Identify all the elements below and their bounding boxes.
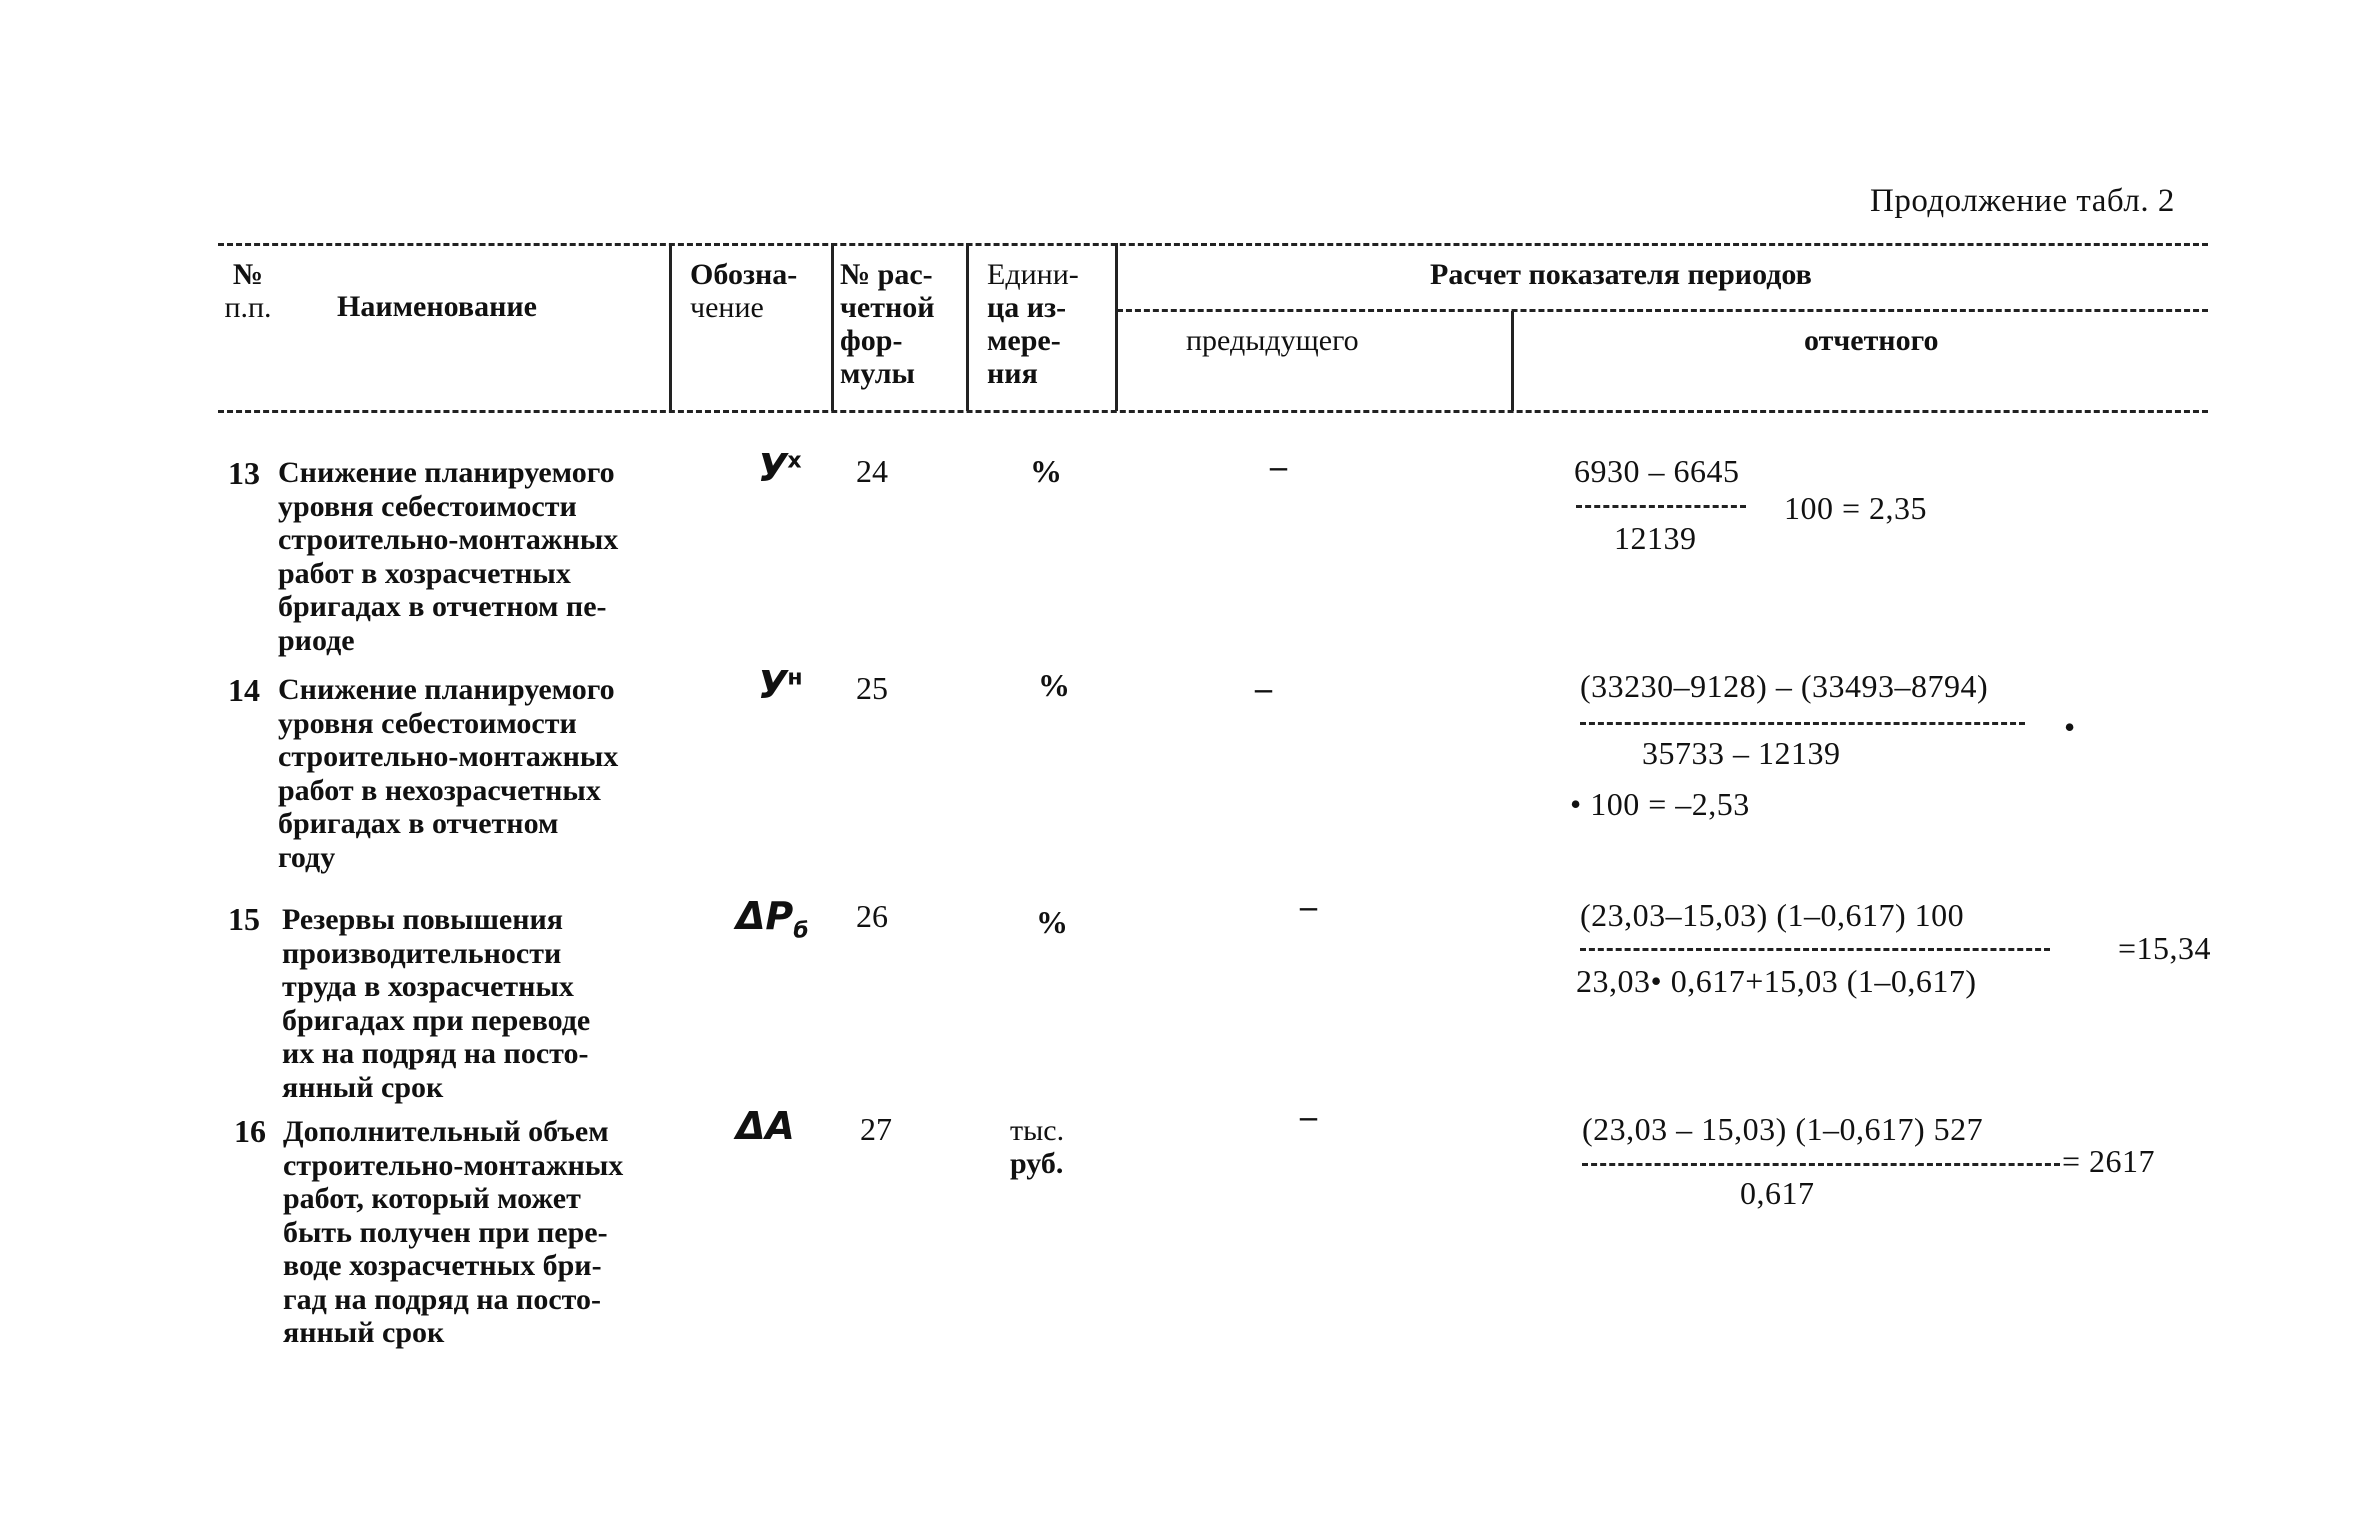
- row-14-previous: –: [1255, 670, 1272, 707]
- row-13-formula-number: 24: [856, 453, 888, 489]
- header-divider-3: [966, 243, 969, 411]
- row-14-description: [278, 673, 678, 874]
- row-16-previous: –: [1300, 1098, 1317, 1135]
- row-14-calc-denominator: 35733 – 12139: [1642, 735, 1841, 771]
- row-14-desc-line: уровня себестоимости: [278, 706, 577, 740]
- row-13-calc-numerator: 6930 – 6645: [1574, 453, 1740, 489]
- row-14-calc-multiply: •: [2064, 709, 2076, 745]
- header-designation-line2: чение: [690, 291, 764, 324]
- row-16-unit: [1010, 1114, 1064, 1180]
- row-16-desc-line: Дополнительный объем: [283, 1115, 609, 1148]
- row-14-calc-fraction-bar: [1580, 722, 2025, 725]
- row-15-description: [282, 903, 682, 1104]
- row-14-desc-line: работ в нехозрасчетных: [278, 773, 601, 807]
- row-15-symbol: [736, 894, 809, 944]
- row-16-unit-line2: руб.: [1010, 1147, 1064, 1180]
- row-14-calc-result: • 100 = –2,53: [1570, 786, 1750, 822]
- header-unit-line4: ния: [987, 357, 1038, 390]
- row-13-desc-line: риоде: [278, 623, 355, 657]
- row-15-calc-fraction-bar: [1580, 948, 2050, 951]
- row-16-desc-line: строительно-монтажных: [283, 1148, 624, 1182]
- header-unit-line3: мере-: [987, 324, 1061, 357]
- row-13-desc-line: Снижение планируемого: [278, 456, 615, 489]
- row-14-symbol: [758, 663, 803, 707]
- row-16-desc-line: быть получен при пере-: [283, 1215, 608, 1249]
- row-16-calc-fraction-bar: [1582, 1163, 2060, 1166]
- row-15-number: 15: [228, 901, 260, 937]
- row-15-desc-line: бригадах при переводе: [282, 1003, 591, 1037]
- row-15-desc-line: труда в хозрасчетных: [282, 970, 574, 1003]
- header-bottom-rule: [218, 410, 2208, 413]
- row-13-desc-line: строительно-монтажных: [278, 523, 619, 556]
- row-14-unit: %: [1038, 667, 1070, 703]
- row-13-calc-result: 100 = 2,35: [1784, 490, 1928, 526]
- header-divider-5: [1511, 311, 1514, 411]
- row-14-desc-line: бригадах в отчетном: [278, 807, 559, 840]
- row-16-symbol-base: ΔA: [736, 1104, 795, 1148]
- row-13-desc-line: уровня себестоимости: [278, 489, 577, 523]
- row-15-calc-numerator: (23,03–15,03) (1–0,617) 100: [1580, 897, 1965, 933]
- row-13-unit: %: [1030, 453, 1062, 489]
- row-13-desc-line: бригадах в отчетном пе-: [278, 590, 607, 623]
- row-15-previous: –: [1300, 888, 1317, 925]
- row-13-symbol-mark: х: [787, 448, 802, 474]
- row-16-desc-line: гад на подряд на посто-: [283, 1282, 601, 1316]
- row-16-description: [283, 1115, 683, 1350]
- header-calculation: Расчет показателя периодов: [1430, 258, 1812, 291]
- header-designation-line1: Обозна-: [690, 258, 798, 291]
- header-divider-2: [831, 243, 834, 411]
- row-15-symbol-mark: б: [793, 918, 809, 944]
- header-unit-line2: ца из-: [987, 291, 1067, 324]
- header-current-period: отчетного: [1804, 324, 1939, 357]
- row-16-number: 16: [234, 1113, 266, 1149]
- row-16-symbol: [736, 1104, 795, 1148]
- row-16-calc-denominator: 0,617: [1740, 1175, 1815, 1211]
- row-14-number: 14: [228, 672, 260, 708]
- row-16-desc-line: работ, который может: [283, 1182, 581, 1215]
- header-number: [218, 258, 278, 324]
- header-name: Наименование: [337, 290, 537, 323]
- row-16-desc-line: воде хозрасчетных бри-: [283, 1249, 602, 1282]
- row-14-formula-number: 25: [856, 670, 888, 706]
- row-14-desc-line: Снижение планируемого: [278, 673, 615, 706]
- header-number-line1: №: [232, 258, 264, 291]
- row-13-symbol: [758, 446, 802, 490]
- row-14-symbol-base: У: [758, 663, 788, 707]
- row-15-symbol-base: ΔP: [736, 894, 794, 938]
- row-14-calc-numerator: (33230–9128) – (33493–8794): [1580, 668, 1989, 704]
- header-unit-line1: Едини-: [987, 258, 1079, 291]
- row-13-number: 13: [228, 455, 260, 491]
- row-16-unit-line1: тыс.: [1010, 1114, 1065, 1147]
- header-formula-number: [840, 258, 935, 390]
- row-14-symbol-mark: н: [787, 665, 803, 691]
- header-top-rule: [218, 243, 2208, 246]
- header-divider-4: [1115, 243, 1118, 411]
- row-13-description: [278, 456, 678, 657]
- row-15-desc-line: производительности: [282, 936, 562, 970]
- header-number-line2: п.п.: [224, 291, 272, 324]
- row-16-calc-numerator: (23,03 – 15,03) (1–0,617) 527: [1582, 1111, 1984, 1147]
- row-13-calc-denominator: 12139: [1614, 520, 1697, 556]
- row-13-desc-line: работ в хозрасчетных: [278, 556, 571, 590]
- row-15-desc-line: их на подряд на посто-: [282, 1037, 589, 1070]
- row-16-formula-number: 27: [860, 1111, 892, 1147]
- row-16-desc-line: янный срок: [283, 1316, 445, 1349]
- row-14-desc-line: строительно-монтажных: [278, 740, 619, 773]
- row-13-previous: –: [1270, 448, 1287, 485]
- header-formula-line2: четной: [840, 291, 935, 324]
- row-14-desc-line: году: [278, 840, 336, 874]
- table-caption: Продолжение табл. 2: [1870, 183, 2175, 219]
- header-unit: [987, 258, 1079, 390]
- header-formula-line1: № рас-: [840, 258, 933, 291]
- header-formula-line4: мулы: [840, 357, 915, 390]
- row-15-unit: %: [1036, 904, 1068, 940]
- row-15-calc-denominator: 23,03• 0,617+15,03 (1–0,617): [1576, 963, 1977, 999]
- row-16-calc-result: = 2617: [2062, 1143, 2156, 1179]
- row-15-calc-result: =15,34: [2118, 930, 2212, 966]
- header-previous-period: предыдущего: [1186, 324, 1359, 357]
- header-designation: [690, 258, 797, 324]
- row-13-symbol-base: У: [758, 446, 788, 490]
- header-divider-1: [669, 243, 672, 411]
- row-15-desc-line: янный срок: [282, 1070, 444, 1104]
- row-15-desc-line: Резервы повышения: [282, 903, 564, 936]
- header-formula-line3: фор-: [840, 324, 903, 357]
- header-mid-rule: [1117, 309, 2208, 312]
- row-15-formula-number: 26: [856, 898, 888, 934]
- row-13-calc-fraction-bar: [1576, 505, 1746, 508]
